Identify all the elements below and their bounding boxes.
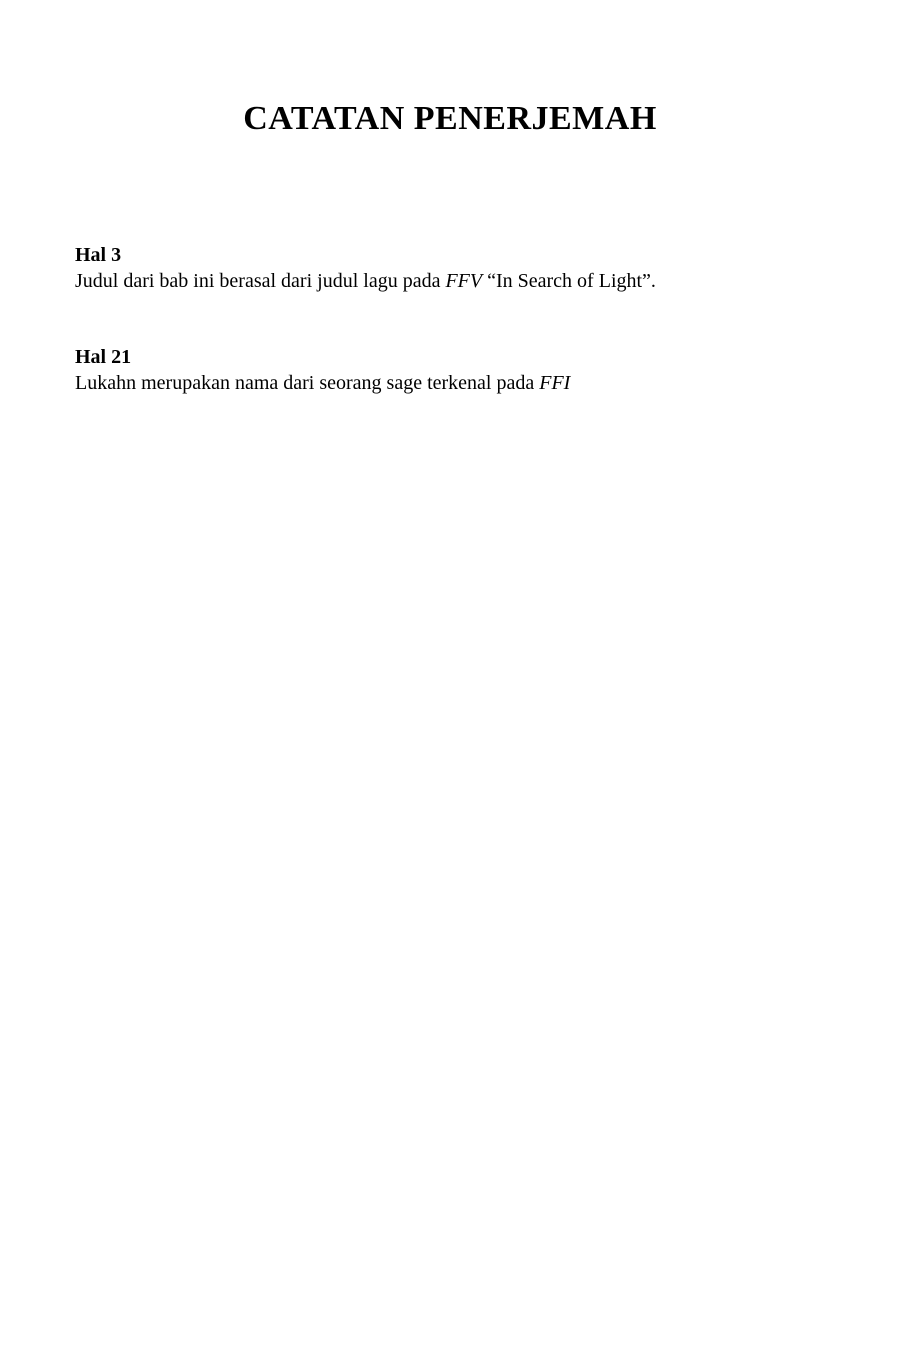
note-text xyxy=(75,268,835,294)
notes-list xyxy=(75,242,835,446)
note-heading: Hal 21 xyxy=(75,346,132,368)
note-heading: Hal 3 xyxy=(75,244,122,266)
page-title: CATATAN PENERJEMAH xyxy=(243,100,657,137)
note-text-after: “In Search of Light”. xyxy=(482,270,656,292)
note-item xyxy=(75,344,835,396)
note-item xyxy=(75,242,835,294)
note-text xyxy=(75,370,835,396)
note-text-italic: FFV xyxy=(445,270,483,292)
note-text-before: Lukahn merupakan nama dari seorang sage terkenal pada xyxy=(75,372,540,394)
note-text-italic: FFI xyxy=(539,372,571,394)
note-text-before: Judul dari bab ini berasal dari judul lagu pada xyxy=(75,270,446,292)
